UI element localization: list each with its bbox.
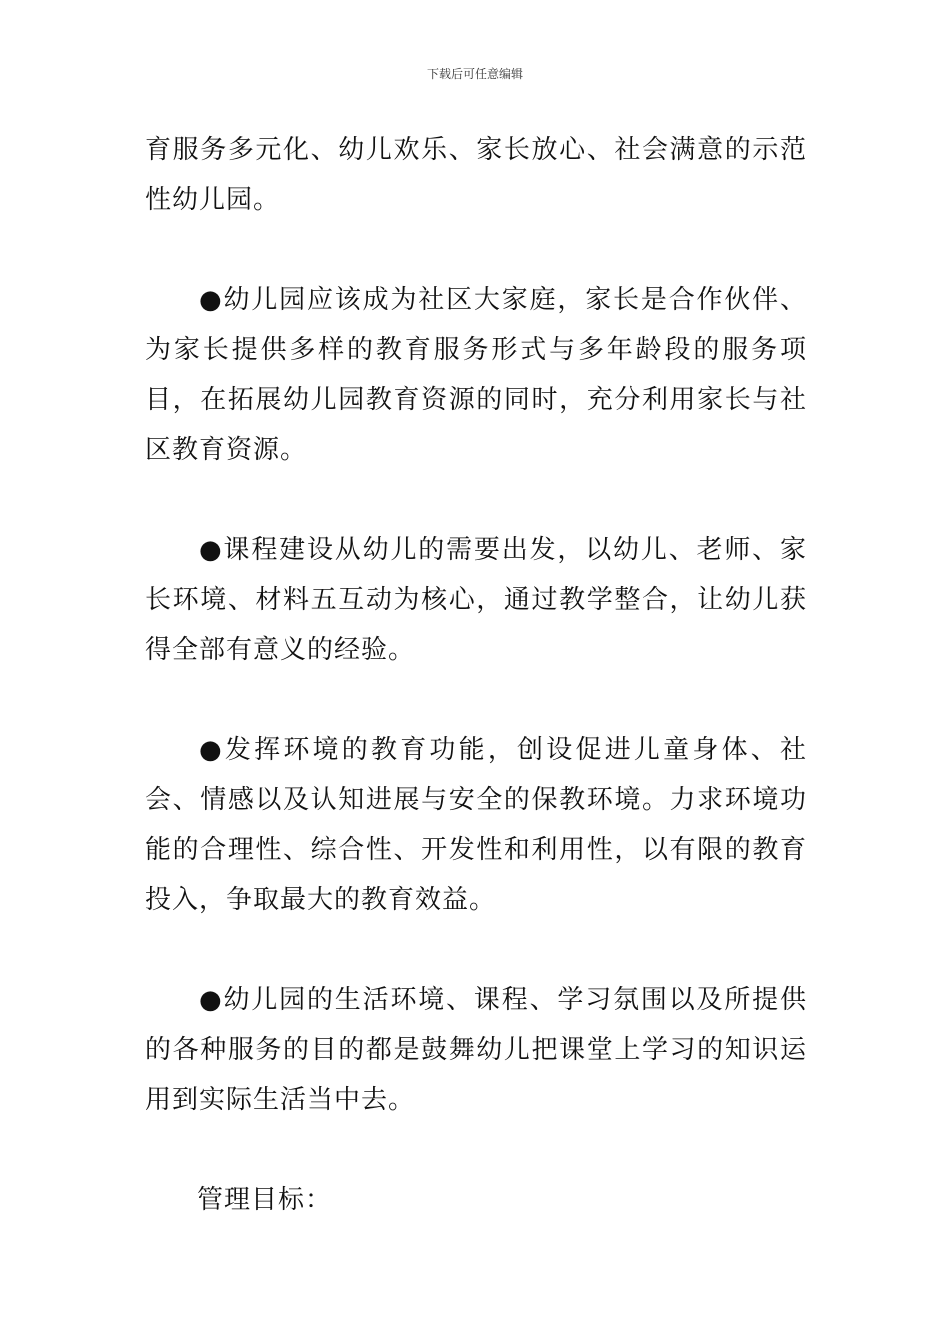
paragraph-continuation: 育服务多元化、幼儿欢乐、家长放心、社会满意的示范性幼儿园。 xyxy=(145,135,807,215)
paragraph-community-family: ●幼儿园应该成为社区大家庭，家长是合作伙伴、为家长提供多样的教育服务形式与多年龄段的服务项目，在拓展幼儿园教育资源的同时，充分利用家长与社区教育资源。 xyxy=(145,285,807,465)
paragraph-environment: ●发挥环境的教育功能，创设促进儿童身体、社会、情感以及认知进展与安全的保教环境。力求环境功能的合理性、综合性、开发性和利用性，以有限的教育投入，争取最大的教育效益。 xyxy=(145,735,807,915)
page-header: 下载后可任意编辑 xyxy=(426,67,523,81)
paragraph-daily-life: ●幼儿园的生活环境、课程、学习氛围以及所提供的各种服务的目的都是鼓舞幼儿把课堂上学习的知识运用到实际生活当中去。 xyxy=(145,985,807,1115)
document-body xyxy=(145,125,807,1225)
section-heading-management-goals: 管理目标： xyxy=(197,1185,333,1215)
paragraph-curriculum: ●课程建设从幼儿的需要出发，以幼儿、老师、家长环境、材料五互动为核心，通过教学整合，让幼儿获得全部有意义的经验。 xyxy=(145,535,807,665)
